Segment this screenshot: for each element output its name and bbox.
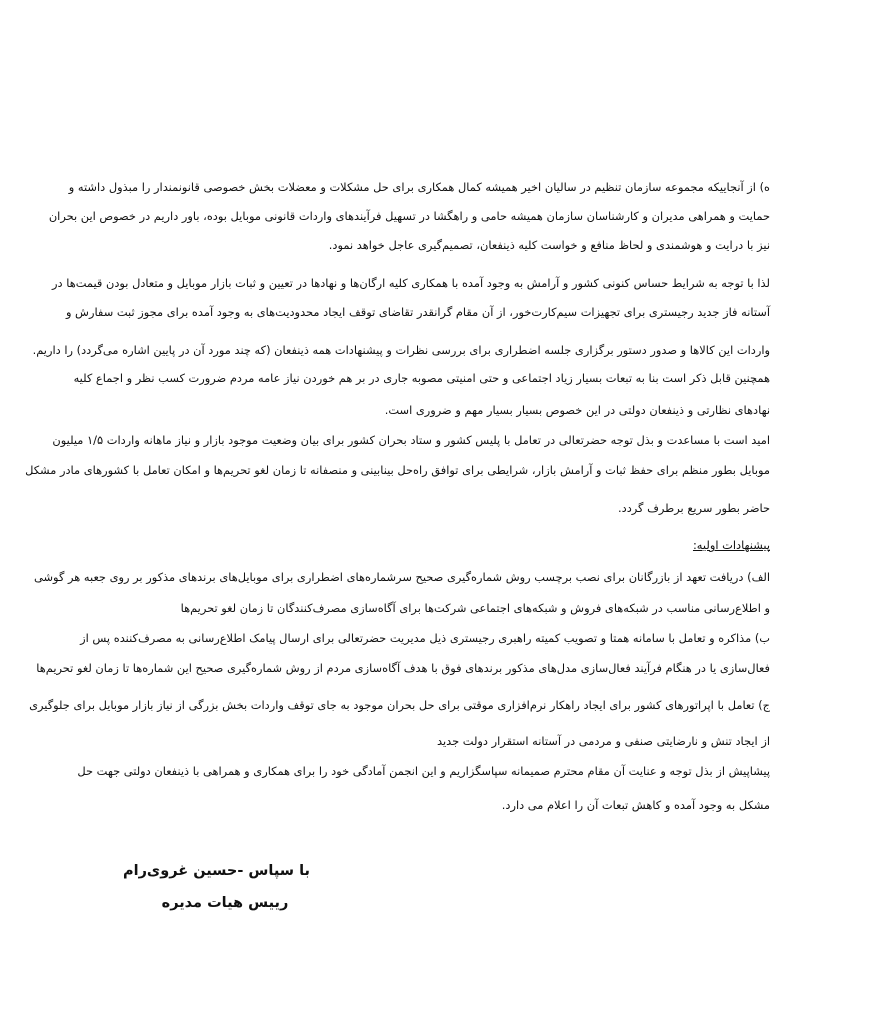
text-line: همچنین قابل ذکر است بنا به تبعات بسیار زیاد اجتماعی و حتی امنیتی مصوبه جاری در بر هم خوردن نیاز عامه مردم ضرورت کسب نظر و اجماع کلیه: [73, 371, 770, 385]
text-line: ب) مذاکره و تعامل با سامانه همتا و تصویب کمیته راهبری رجیستری ذیل مدیریت حضرتعالی برای ارسال پیامک اطلاع‌رسانی به مصرف‌کننده پس از: [80, 631, 770, 645]
text-line: ج) تعامل با اپراتورهای کشور برای ایجاد راهکار نرم‌افزاری موقتی برای حل بحران موجود به جای توقف واردات بخش بزرگی از نیاز بازار موبایل برای جلوگیری: [29, 698, 770, 712]
text-line: امید است با مساعدت و بذل توجه حضرتعالی در تعامل با پلیس کشور و ستاد بحران کشور برای بیان وضعیت موجود بازار و نیاز ماهانه واردات ۱/۵ میلیون: [52, 433, 770, 447]
text-line: از ایجاد تنش و نارضایتی صنفی و مردمی در آستانه استقرار دولت جدید: [436, 734, 770, 748]
text-line: پیشاپیش از بذل توجه و عنایت آن مقام محترم صمیمانه سپاسگزاریم و این انجمن آمادگی خود را برای همکاری و همراهی با ذینفعان دولتی جهت حل: [77, 764, 770, 778]
section-heading: [108, 537, 770, 553]
proposals-heading: پیشنهادات اولیه:: [692, 538, 770, 552]
text-line: حمایت و همراهی مدیران و کارشناسان سازمان همیشه حامی و راهگشا در تسهیل فرآیندهای واردات قانونی موبایل بوده، باور داریم در خصوص این بحران: [48, 209, 770, 223]
text-line: واردات این کالاها و صدور دستور برگزاری جلسه اضطراری برای بررسی نظرات و پیشنهادات همه ذینفعان (که چند مورد آن در پایین اشاره می‌گردد) را داریم.: [32, 343, 770, 357]
text-line: فعال‌سازی یا در هنگام فرآیند فعال‌سازی مدل‌های مذکور برندهای فوق با هدف آگاه‌سازی مردم از روش شماره‌گیری صحیح این شماره‌ها تا زمان لغو تحریم‌ها: [36, 661, 770, 675]
text-line: حاضر بطور سریع برطرف گردد.: [618, 501, 770, 515]
text-line: مشکل به وجود آمده و کاهش تبعات آن را اعلام می دارد.: [501, 798, 770, 812]
text-line: نهادهای نظارتی و ذینفعان دولتی در این خصوص بسیار بسیار مهم و ضروری است.: [384, 403, 770, 417]
text-line: نیز با درایت و هوشمندی و لحاظ منافع و خواست کلیه ذینفعان، تصمیم‌گیری عاجل خواهد نمود.: [328, 238, 770, 252]
signature-title: رییس هیات مدیره: [161, 895, 289, 911]
signature-name: با سپاس -حسین غروی‌رام: [122, 863, 310, 879]
text-line: آستانه فاز جدید رجیستری برای تجهیزات سیم‌کارت‌خور، از آن مقام گرانقدر تقاضای توقف ایجاد محدودیت‌های به وجود آمده برای مجوز ثبت سفارش و: [65, 305, 770, 319]
text-line: الف) دریافت تعهد از بازرگانان برای نصب برچسب روش شماره‌گیری صحیح سرشماره‌های اضطراری برای موبایل‌های برندهای مذکور بر روی جعبه هر گوشی: [34, 570, 770, 584]
text-line: لذا با توجه به شرایط حساس کنونی کشور و آرامش به وجود آمده با همکاری کلیه ارگان‌ها و نهادها در تعیین و ثبات بازار موبایل و متعادل بودن قیمت‌ها در: [52, 276, 770, 290]
text-line: و اطلاع‌رسانی مناسب در شبکه‌های فروش و شبکه‌های اجتماعی شرکت‌ها برای آگاه‌سازی مصرف‌کنندگان تا زمان لغو تحریم‌ها: [180, 601, 770, 615]
text-line: ه) از آنجاییکه مجموعه سازمان تنظیم در سالیان اخیر همیشه کمال همکاری برای حل مشکلات و معضلات بخش خصوصی قانونمندار را مبذول داشته و: [68, 180, 770, 194]
text-line: موبایل بطور منظم برای حفظ ثبات و آرامش بازار، شرایطی برای توافق راه‌حل بینابینی و منصفانه تا زمان لغو تحریم‌ها و امکان تعامل با کشورهای مادر مشکل: [25, 463, 770, 477]
